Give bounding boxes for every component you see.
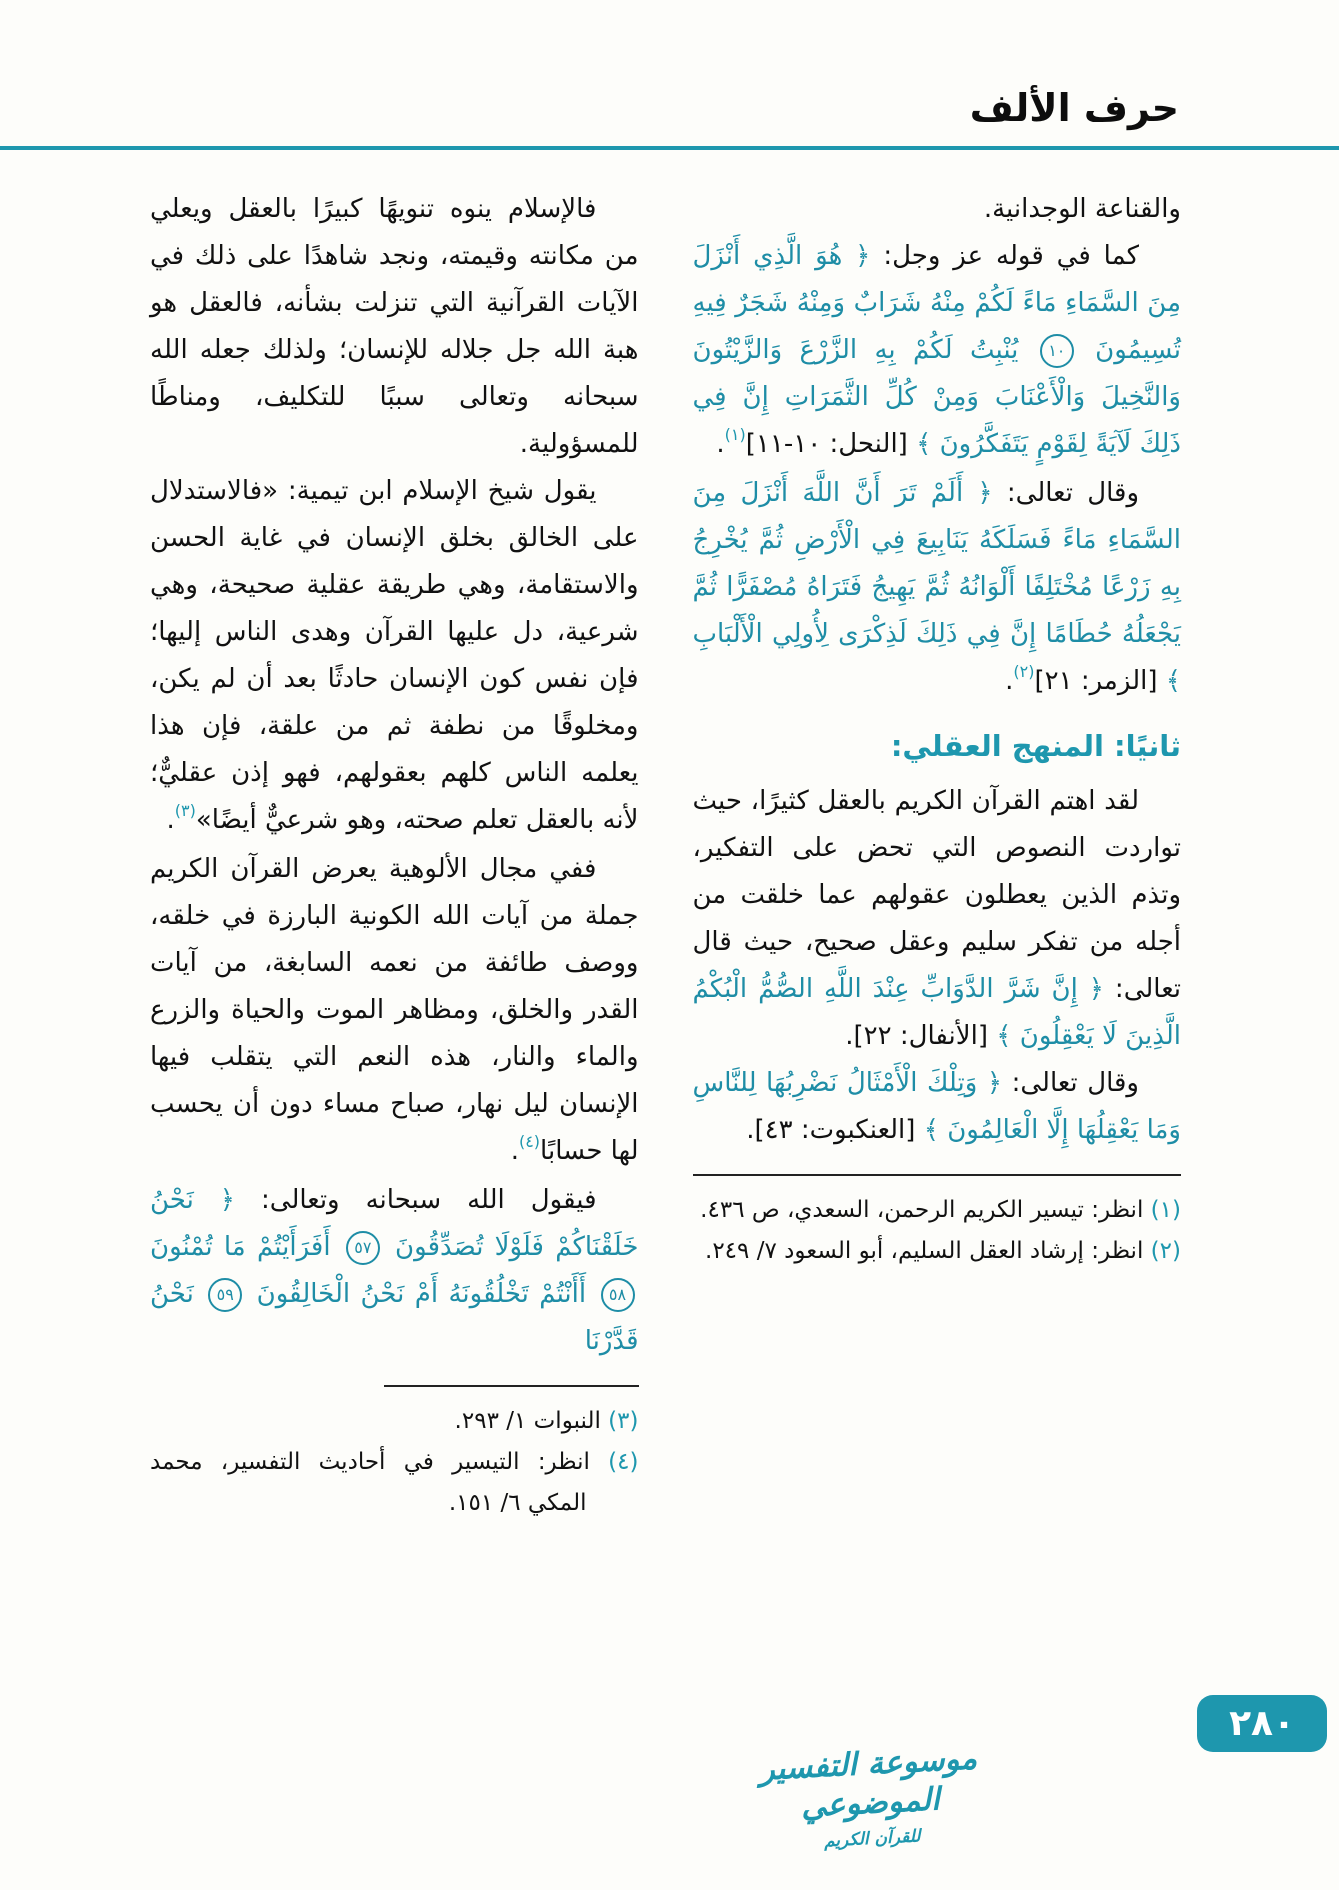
footnote-marker-superscript: (٣) (174, 801, 196, 820)
ayah-number: ٥٩ (208, 1278, 242, 1312)
footnote-number: (٢) (1143, 1238, 1181, 1264)
footnote-divider-rule (693, 1174, 1182, 1176)
footnotes-section (150, 1385, 639, 1524)
body-text-run: لقد اهتم القرآن الكريم بالعقل كثيرًا، حيث تواردت النصوص التي تحض على التفكير، وتذم الذين يعطلون عقولهم عما خلقت من أجله من تفكر سليم وعقل صحيح، حيث قال تعالى: (692, 786, 1181, 1004)
body-text-run: وقال تعالى: (992, 478, 1139, 508)
footnote-number: (١) (1143, 1197, 1181, 1223)
footnote-marker-superscript: (٢) (1013, 662, 1035, 681)
verse-reference: [الزمر: ٢١] (1034, 666, 1166, 696)
paragraph (150, 468, 639, 846)
paragraph (693, 1060, 1182, 1154)
body-text-run: وقال تعالى: (1002, 1068, 1139, 1098)
paragraph (150, 846, 639, 1177)
chapter-header: حرف الألف (969, 86, 1179, 130)
quran-verse-text: ﴿ أَلَمْ تَرَ أَنَّ اللَّهَ أَنْزَلَ مِنَ السَّمَاءِ مَاءً فَسَلَكَهُ يَنَابِيعَ فِي الْأَرْضِ ثُمَّ يُخْرِجُ بِهِ زَرْعًا مُخْتَلِفًا أَلْوَانُهُ ثُمَّ يَهِيجُ فَتَرَاهُ مُصْفَرًّا ثُمَّ يَجْعَلُهُ حُطَامًا إِنَّ فِي ذَلِكَ لَذِكْرَى لِأُولِي الْأَلْبَابِ ﴾ (692, 478, 1181, 696)
body-text-run: ففي مجال الألوهية يعرض القرآن الكريم جملة من آيات الله الكونية البارزة في خلقه، ووصف طائفة من نعمه السابغة، من آيات القدر والخلق، ومظاهر الموت والحياة والزرع والماء والنار، هذه النعم التي يتقلب فيها الإنسان ليل نهار، صباح مساء دون أن يحسب لها حسابًا (150, 854, 639, 1166)
quran-verse-text: أَفَرَأَيْتُمْ مَا تُمْنُونَ (150, 1232, 342, 1262)
body-text-run: . (845, 1021, 854, 1051)
quran-verse-text: نَحْنُ قَدَّرْنَا (150, 1279, 639, 1356)
paragraph (693, 233, 1182, 470)
body-text-run: . (166, 805, 175, 835)
quran-verse-text: يُنْبِتُ لَكُمْ بِهِ الزَّرْعَ وَالزَّيْتُونَ وَالنَّخِيلَ وَالْأَعْنَابَ وَمِنْ كُلِّ الثَّمَرَاتِ إِنَّ فِي ذَلِكَ لَآيَةً لِقَوْمٍ يَتَفَكَّرُونَ ﴾ (692, 335, 1181, 459)
body-text-run: . (510, 1136, 519, 1166)
footnote-text: النبوات ١/ ٢٩٣. (454, 1408, 601, 1434)
paragraph (693, 778, 1182, 1060)
quran-verse-text: ﴿ نَحْنُ خَلَقْنَاكُمْ فَلَوْلَا تُصَدِّقُونَ (150, 1185, 639, 1262)
footnote-text: انظر: التيسير في أحاديث التفسير، محمد المكي ٦/ ١٥١. (150, 1449, 590, 1516)
footnotes-section (693, 1174, 1182, 1272)
verse-reference: [العنكبوت: ٤٣] (754, 1115, 924, 1145)
body-text-run: كما في قوله عز وجل: (870, 241, 1139, 271)
body-text-run: فيقول الله سبحانه وتعالى: (235, 1185, 597, 1215)
footnote (150, 1401, 639, 1442)
body-text-run: يقول شيخ الإسلام ابن تيمية: «فالاستدلال على الخالق بخلق الإنسان في غاية الحسن والاستقامة، وهي طريقة عقلية صحيحة، وهي شرعية، دل عليها القرآن وهدى الناس إليها؛ فإن نفس كون الإنسان حادثًا بعد أن لم يكن، ومخلوقًا من نطفة ثم من علقة، فإن هذا يعلمه الناس كلهم بعقولهم، فهو إذن عقليٌّ؛ لأنه بالعقل تعلم صحته، وهو شرعيٌّ أيضًا» (150, 476, 639, 835)
text-columns (150, 186, 1181, 1524)
body-text-run: . (716, 429, 725, 459)
body-text-run: . (1005, 666, 1014, 696)
body-text-run: والقناعة الوجدانية. (983, 194, 1181, 224)
page-number-badge: ٢٨٠ (1197, 1695, 1327, 1752)
footnote (693, 1231, 1182, 1272)
quran-verse-text: ﴿ إِنَّ شَرَّ الدَّوَابِّ عِنْدَ اللَّهِ الصُّمُّ الْبُكْمُ الَّذِينَ لَا يَعْقِلُونَ ﴾ (692, 974, 1181, 1051)
logo-subtitle: للقرآن الكريم (823, 1825, 921, 1851)
section-heading: ثانيًا: المنهج العقلي: (890, 729, 1181, 763)
ayah-number: ١٠ (1040, 334, 1074, 368)
quran-verse-text: أَأَنْتُمْ تَخْلُقُونَهُ أَمْ نَحْنُ الْخَالِقُونَ (246, 1279, 597, 1309)
logo-title: موسوعة التفسير الموضوعي (758, 1739, 978, 1824)
column-left (150, 186, 639, 1524)
footnote-divider-rule (384, 1385, 638, 1387)
footnote-marker-superscript: (٤) (518, 1132, 541, 1151)
column-right (693, 186, 1182, 1272)
quran-verse-text: ﴿ هُوَ الَّذِي أَنْزَلَ مِنَ السَّمَاءِ مَاءً لَكُمْ مِنْهُ شَرَابٌ وَمِنْهُ شَجَرٌ فِيهِ تُسِيمُونَ (692, 241, 1181, 365)
footnote-number: (٤) (589, 1449, 639, 1475)
body-text-run: . (746, 1115, 755, 1145)
paragraph (150, 186, 639, 468)
paragraph (693, 470, 1182, 707)
quran-verse-text: ﴿ وَتِلْكَ الْأَمْثَالُ نَضْرِبُهَا لِلنَّاسِ وَمَا يَعْقِلُهَا إِلَّا الْعَالِمُونَ ﴾ (692, 1068, 1181, 1145)
footnote-text: انظر: إرشاد العقل السليم، أبو السعود ٧/ ٢٤٩. (705, 1238, 1144, 1264)
body-text-run: فالإسلام ينوه تنويهًا كبيرًا بالعقل ويعلي من مكانته وقيمته، ونجد شاهدًا على ذلك في الآيات القرآنية التي تنزلت بشأنه، فالعقل هو هبة الله جل جلاله للإنسان؛ ولذلك جعله الله سبحانه وتعالى سببًا للتكليف، ومناطًا للمسؤولية. (150, 194, 639, 459)
verse-reference: [الأنفال: ٢٢] (853, 1021, 997, 1051)
verse-reference: [النحل: ١٠-١١] (745, 429, 917, 459)
footnote (693, 1190, 1182, 1231)
ayah-number: ٥٧ (346, 1231, 380, 1265)
footnote-number: (٣) (600, 1408, 639, 1434)
publisher-logo (742, 1738, 997, 1854)
header-divider-rule (0, 146, 1339, 150)
footnote-text: انظر: تيسير الكريم الرحمن، السعدي، ص ٤٣٦. (700, 1197, 1144, 1223)
ayah-number: ٥٨ (601, 1278, 635, 1312)
footnote-marker-superscript: (١) (724, 425, 746, 444)
paragraph (150, 1177, 639, 1365)
footnote (150, 1442, 639, 1524)
paragraph (693, 186, 1182, 233)
